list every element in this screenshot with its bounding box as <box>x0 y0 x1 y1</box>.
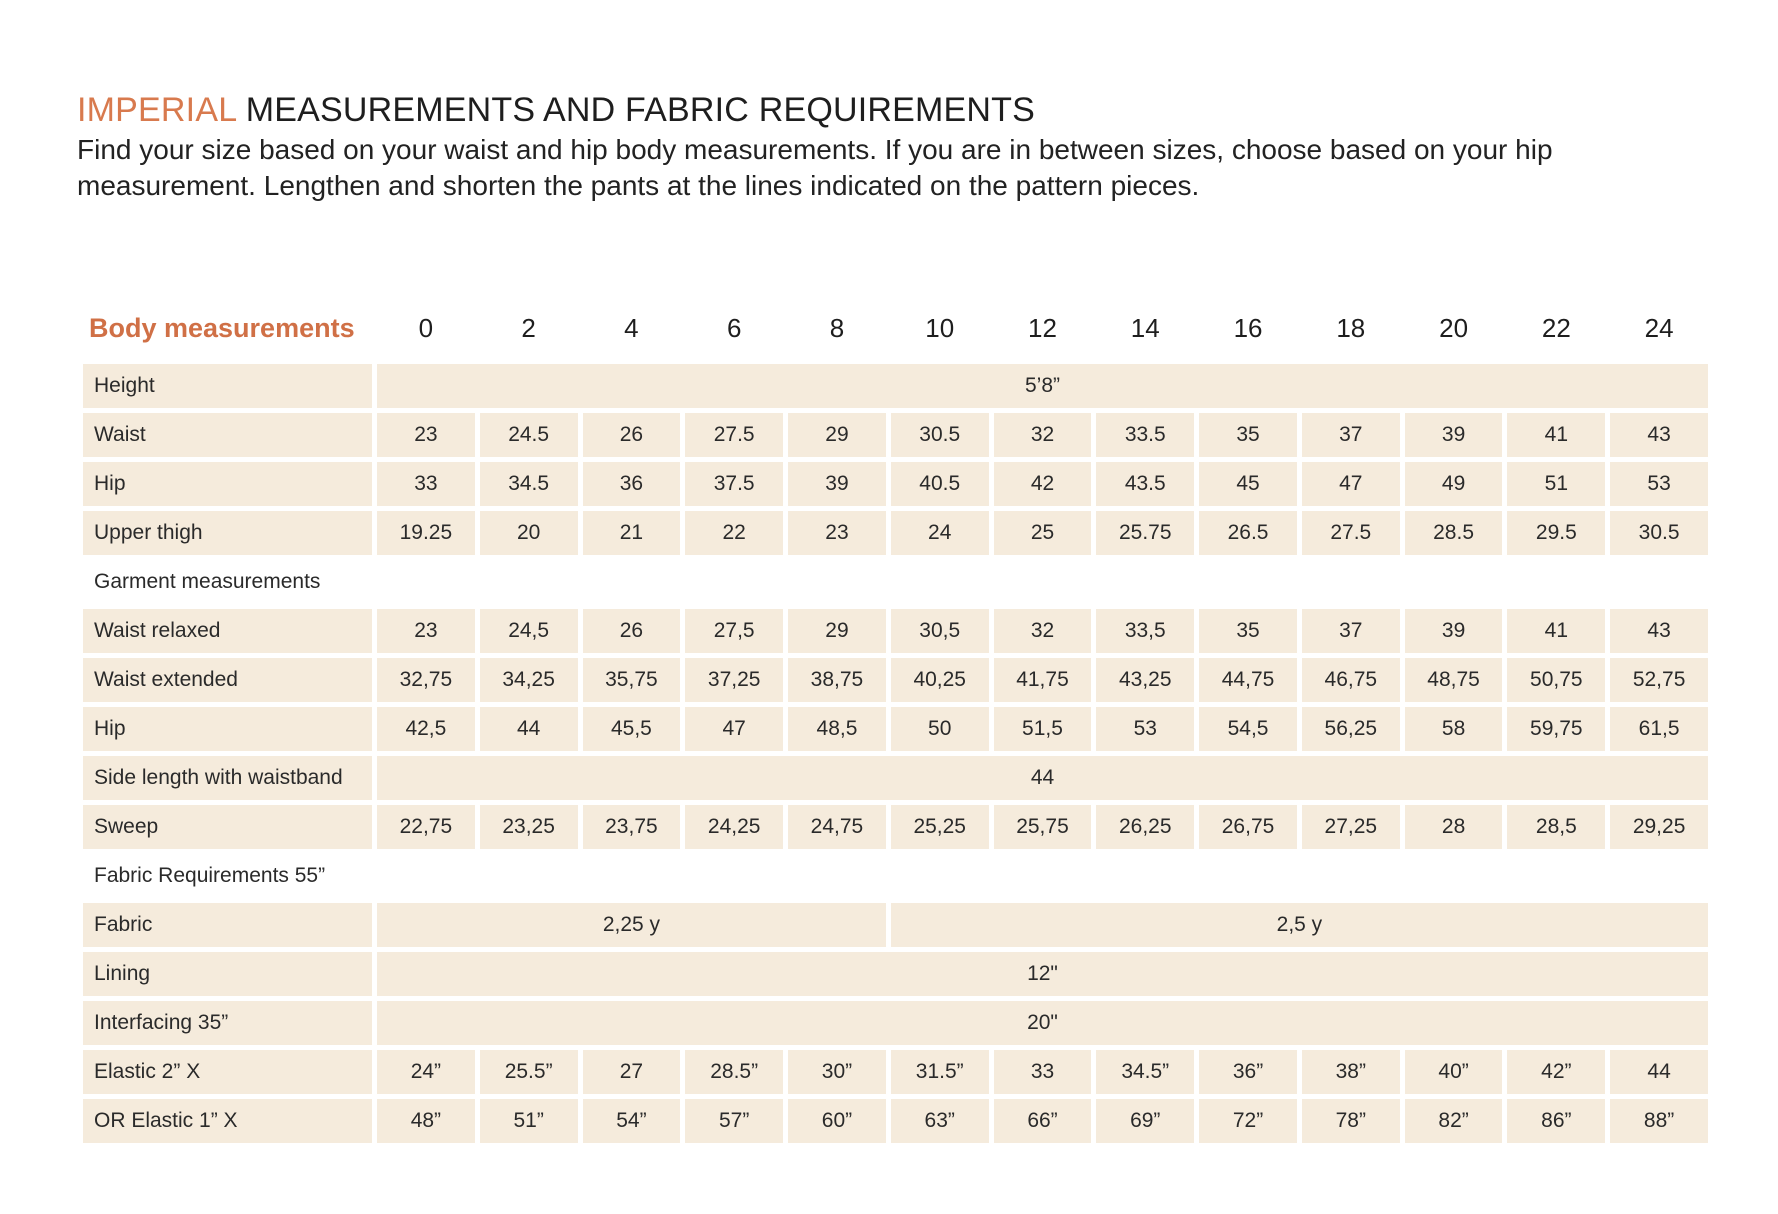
cell-sweep: 22,75 <box>377 805 475 849</box>
cell-elastic-2: 44 <box>1610 1050 1708 1094</box>
cell-garment-hip: 47 <box>685 707 783 751</box>
cell-waist: 30.5 <box>891 413 989 457</box>
cell-elastic-1: 48” <box>377 1099 475 1143</box>
cell-waist-extended: 41,75 <box>994 658 1092 702</box>
cell-hip: 34.5 <box>480 462 578 506</box>
cell-garment-hip: 50 <box>891 707 989 751</box>
cell-lining: 12" <box>377 952 1708 996</box>
row-label-lining: Lining <box>83 952 372 996</box>
cell-waist-relaxed: 29 <box>788 609 886 653</box>
cell-elastic-2: 28.5” <box>685 1050 783 1094</box>
cell-upper-thigh: 27.5 <box>1302 511 1400 555</box>
cell-upper-thigh: 22 <box>685 511 783 555</box>
cell-garment-hip: 42,5 <box>377 707 475 751</box>
cell-elastic-1: 72” <box>1199 1099 1297 1143</box>
cell-waist-extended: 38,75 <box>788 658 886 702</box>
cell-sweep: 23,25 <box>480 805 578 849</box>
row-label-elastic-1: OR Elastic 1” X <box>83 1099 372 1143</box>
cell-elastic-1: 69” <box>1096 1099 1194 1143</box>
cell-sweep: 29,25 <box>1610 805 1708 849</box>
header <box>77 88 1717 204</box>
cell-sweep: 24,75 <box>788 805 886 849</box>
cell-elastic-1: 54” <box>583 1099 681 1143</box>
cell-hip: 37.5 <box>685 462 783 506</box>
cell-waist-relaxed: 39 <box>1405 609 1503 653</box>
cell-garment-hip: 58 <box>1405 707 1503 751</box>
cell-elastic-2: 38” <box>1302 1050 1400 1094</box>
cell-sweep: 26,25 <box>1096 805 1194 849</box>
cell-elastic-2: 34.5” <box>1096 1050 1194 1094</box>
size-header: 12 <box>1028 313 1057 343</box>
row-label-interfacing: Interfacing 35” <box>83 1001 372 1045</box>
cell-height: 5’8” <box>377 364 1708 408</box>
size-header: 24 <box>1644 313 1674 343</box>
cell-waist-relaxed: 37 <box>1302 609 1400 653</box>
cell-elastic-1: 78” <box>1302 1099 1400 1143</box>
cell-upper-thigh: 28.5 <box>1405 511 1503 555</box>
cell-garment-hip: 48,5 <box>788 707 886 751</box>
cell-hip: 45 <box>1199 462 1297 506</box>
cell-waist-extended: 48,75 <box>1405 658 1503 702</box>
cell-waist: 23 <box>377 413 475 457</box>
cell-waist-relaxed: 27,5 <box>685 609 783 653</box>
cell-elastic-1: 60” <box>788 1099 886 1143</box>
cell-waist: 24.5 <box>480 413 578 457</box>
cell-waist: 26 <box>583 413 681 457</box>
cell-upper-thigh: 23 <box>788 511 886 555</box>
cell-garment-hip: 53 <box>1096 707 1194 751</box>
cell-upper-thigh: 26.5 <box>1199 511 1297 555</box>
row-label-elastic-2: Elastic 2” X <box>83 1050 372 1094</box>
cell-elastic-2: 42” <box>1507 1050 1605 1094</box>
cell-sweep: 26,75 <box>1199 805 1297 849</box>
cell-hip: 47 <box>1302 462 1400 506</box>
cell-sweep: 28 <box>1405 805 1503 849</box>
cell-hip: 33 <box>377 462 475 506</box>
cell-waist: 32 <box>994 413 1092 457</box>
cell-garment-hip: 44 <box>480 707 578 751</box>
cell-waist-relaxed: 23 <box>377 609 475 653</box>
row-label-upper-thigh: Upper thigh <box>83 511 372 555</box>
cell-elastic-2: 30” <box>788 1050 886 1094</box>
cell-elastic-2: 33 <box>994 1050 1092 1094</box>
cell-upper-thigh: 25 <box>994 511 1092 555</box>
cell-waist-extended: 37,25 <box>685 658 783 702</box>
cell-waist-extended: 40,25 <box>891 658 989 702</box>
cell-elastic-2: 36” <box>1199 1050 1297 1094</box>
size-header: 8 <box>829 313 845 343</box>
cell-waist-extended: 43,25 <box>1096 658 1194 702</box>
cell-waist-extended: 46,75 <box>1302 658 1400 702</box>
cell-hip: 40.5 <box>891 462 989 506</box>
cell-elastic-2: 27 <box>583 1050 681 1094</box>
row-label-height: Height <box>83 364 372 408</box>
row-label-fabric: Fabric <box>83 903 372 947</box>
cell-garment-hip: 45,5 <box>583 707 681 751</box>
cell-sweep: 24,25 <box>685 805 783 849</box>
cell-waist: 37 <box>1302 413 1400 457</box>
cell-elastic-1: 51” <box>480 1099 578 1143</box>
cell-waist: 27.5 <box>685 413 783 457</box>
cell-waist-extended: 35,75 <box>583 658 681 702</box>
cell-waist-relaxed: 32 <box>994 609 1092 653</box>
cell-elastic-1: 66” <box>994 1099 1092 1143</box>
row-label-side-length: Side length with waistband <box>83 756 372 800</box>
cell-waist-relaxed: 26 <box>583 609 681 653</box>
row-label-waist: Waist <box>83 413 372 457</box>
cell-elastic-2: 40” <box>1405 1050 1503 1094</box>
row-label-sweep: Sweep <box>83 805 372 849</box>
cell-upper-thigh: 19.25 <box>377 511 475 555</box>
cell-sweep: 25,75 <box>994 805 1092 849</box>
size-header: 4 <box>624 313 639 343</box>
cell-waist: 33.5 <box>1096 413 1194 457</box>
cell-sweep: 27,25 <box>1302 805 1400 849</box>
cell-elastic-2: 25.5” <box>480 1050 578 1094</box>
cell-waist: 39 <box>1405 413 1503 457</box>
cell-waist: 35 <box>1199 413 1297 457</box>
cell-waist-relaxed: 33,5 <box>1096 609 1194 653</box>
cell-waist: 41 <box>1507 413 1605 457</box>
cell-waist-relaxed: 30,5 <box>891 609 989 653</box>
cell-elastic-1: 86” <box>1507 1099 1605 1143</box>
cell-hip: 36 <box>583 462 681 506</box>
cell-garment-hip: 51,5 <box>994 707 1092 751</box>
header-label: Body measurements <box>89 313 355 343</box>
cell-waist-extended: 52,75 <box>1610 658 1708 702</box>
cell-elastic-2: 24” <box>377 1050 475 1094</box>
cell-elastic-1: 88” <box>1610 1099 1708 1143</box>
cell-elastic-1: 82” <box>1405 1099 1503 1143</box>
row-label-waist-extended: Waist extended <box>83 658 372 702</box>
cell-waist-relaxed: 43 <box>1610 609 1708 653</box>
title-rest: MEASUREMENTS AND FABRIC REQUIREMENTS <box>245 91 1036 129</box>
cell-hip: 51 <box>1507 462 1605 506</box>
cell-fabric-large: 2,5 y <box>891 903 1708 947</box>
intro-text: Find your size based on your waist and hip body measurements. If you are in between sizes, choose based on your hip measurement. Lengthen and shorten the pants at the lines indicated on the pattern pieces. <box>77 134 1553 201</box>
cell-garment-hip: 56,25 <box>1302 707 1400 751</box>
cell-elastic-2: 31.5” <box>891 1050 989 1094</box>
cell-sweep: 28,5 <box>1507 805 1605 849</box>
size-header: 14 <box>1130 313 1160 343</box>
cell-upper-thigh: 30.5 <box>1610 511 1708 555</box>
cell-waist: 43 <box>1610 413 1708 457</box>
cell-upper-thigh: 25.75 <box>1096 511 1194 555</box>
cell-waist: 29 <box>788 413 886 457</box>
cell-sweep: 23,75 <box>583 805 681 849</box>
cell-waist-extended: 32,75 <box>377 658 475 702</box>
size-header: 0 <box>418 313 434 343</box>
cell-hip: 53 <box>1610 462 1708 506</box>
section-title-garment: Garment measurements <box>94 570 321 593</box>
cell-waist-relaxed: 35 <box>1199 609 1297 653</box>
page-title <box>77 88 1717 132</box>
cell-sweep: 25,25 <box>891 805 989 849</box>
size-table <box>83 298 1708 1143</box>
size-header: 22 <box>1541 313 1571 343</box>
cell-waist-extended: 50,75 <box>1507 658 1605 702</box>
cell-upper-thigh: 21 <box>583 511 681 555</box>
cell-waist-extended: 44,75 <box>1199 658 1297 702</box>
cell-hip: 43.5 <box>1096 462 1194 506</box>
cell-waist-relaxed: 24,5 <box>480 609 578 653</box>
size-header: 10 <box>925 313 955 343</box>
cell-fabric-small: 2,25 y <box>377 903 886 947</box>
cell-hip: 49 <box>1405 462 1503 506</box>
cell-hip: 39 <box>788 462 886 506</box>
size-header: 18 <box>1336 313 1366 343</box>
title-accent: IMPERIAL <box>77 91 237 129</box>
cell-side-length: 44 <box>377 756 1708 800</box>
cell-garment-hip: 59,75 <box>1507 707 1605 751</box>
cell-upper-thigh: 24 <box>891 511 989 555</box>
cell-hip: 42 <box>994 462 1092 506</box>
row-label-hip: Hip <box>83 462 372 506</box>
cell-waist-extended: 34,25 <box>480 658 578 702</box>
cell-garment-hip: 61,5 <box>1610 707 1708 751</box>
cell-upper-thigh: 20 <box>480 511 578 555</box>
section-title-fabric: Fabric Requirements 55” <box>94 864 326 887</box>
size-header: 6 <box>726 313 742 343</box>
size-header: 16 <box>1233 313 1263 343</box>
cell-elastic-1: 57” <box>685 1099 783 1143</box>
cell-waist-relaxed: 41 <box>1507 609 1605 653</box>
cell-garment-hip: 54,5 <box>1199 707 1297 751</box>
cell-interfacing: 20" <box>377 1001 1708 1045</box>
cell-elastic-1: 63” <box>891 1099 989 1143</box>
row-label-waist-relaxed: Waist relaxed <box>83 609 372 653</box>
size-header: 20 <box>1439 313 1469 343</box>
size-header: 2 <box>521 313 536 343</box>
row-label-garment-hip: Hip <box>83 707 372 751</box>
cell-upper-thigh: 29.5 <box>1507 511 1605 555</box>
